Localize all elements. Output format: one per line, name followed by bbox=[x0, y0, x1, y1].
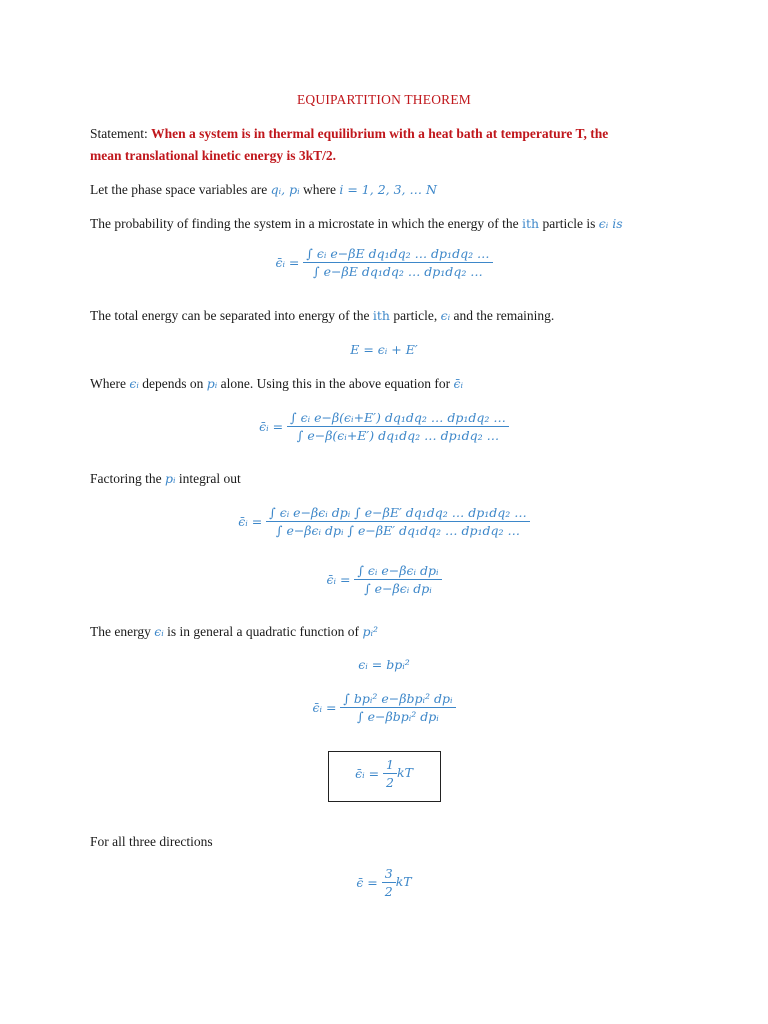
factoring-text-b: integral out bbox=[178, 471, 241, 486]
equation-7 bbox=[0, 691, 768, 724]
where-eps: ϵᵢ bbox=[129, 376, 139, 391]
statement-label: Statement: bbox=[90, 126, 148, 141]
eq5-fraction bbox=[354, 563, 441, 596]
total-energy-text-c: and the remaining. bbox=[453, 308, 555, 323]
eq1-denominator: ∫ e−βE dq₁dq₂ … dp₁dq₂ … bbox=[313, 264, 483, 279]
factoring-p: pᵢ bbox=[164, 471, 176, 486]
total-energy-eps: ϵᵢ bbox=[440, 308, 451, 323]
eq9-fraction bbox=[382, 866, 396, 899]
eq4-lhs: ϵ̄ᵢ = bbox=[238, 514, 263, 529]
factoring-text-a: Factoring the bbox=[90, 471, 162, 486]
where-line bbox=[90, 375, 463, 393]
page-title: EQUIPARTITION THEOREM bbox=[296, 92, 471, 107]
where-epsbar: ϵ̄ᵢ bbox=[453, 376, 463, 391]
phase-space-range: i = 1, 2, 3, … N bbox=[339, 182, 437, 197]
equation-9 bbox=[0, 866, 768, 899]
phase-space-line bbox=[90, 181, 437, 199]
eq5-denominator: ∫ e−βϵᵢ dpᵢ bbox=[364, 581, 432, 596]
equation-8 bbox=[0, 757, 768, 790]
eq3-lhs: ϵ̄ᵢ = bbox=[259, 419, 284, 434]
eq8-numerator: 1 bbox=[383, 757, 397, 774]
eq9-denominator: 2 bbox=[384, 884, 393, 899]
equation-2: E = ϵᵢ + E′ bbox=[350, 342, 418, 357]
equation-4 bbox=[0, 505, 768, 538]
equation-1 bbox=[0, 246, 768, 279]
eq4-denominator: ∫ e−βϵᵢ dpᵢ ∫ e−βE′ dq₁dq₂ … dp₁dq₂ … bbox=[275, 523, 521, 538]
eq4-numerator: ∫ ϵᵢ e−βϵᵢ dpᵢ ∫ e−βE′ dq₁dq₂ … dp₁dq₂ … bbox=[266, 505, 530, 522]
eq3-denominator: ∫ e−β(ϵᵢ+E′) dq₁dq₂ … dp₁dq₂ … bbox=[296, 428, 500, 443]
eq7-lhs: ϵ̄ᵢ = bbox=[312, 700, 337, 715]
eq8-fraction bbox=[383, 757, 397, 790]
statement-line-2: mean translational kinetic energy is 3kT/2. bbox=[90, 148, 336, 163]
equation-6: ϵᵢ = bpᵢ² bbox=[358, 657, 410, 672]
energy-quadratic-p2: pᵢ² bbox=[362, 624, 378, 639]
three-directions-line: For all three directions bbox=[90, 834, 213, 849]
eq3-fraction bbox=[287, 410, 509, 443]
probability-line bbox=[90, 215, 623, 233]
eq3-numerator: ∫ ϵᵢ e−β(ϵᵢ+E′) dq₁dq₂ … dp₁dq₂ … bbox=[287, 410, 509, 427]
total-energy-text-b: particle, bbox=[393, 308, 438, 323]
energy-quadratic-text-b: is in general a quadratic function of bbox=[167, 624, 360, 639]
eq7-numerator: ∫ bpᵢ² e−βbpᵢ² dpᵢ bbox=[340, 691, 455, 708]
probability-text-b: particle is bbox=[542, 216, 596, 231]
eq7-fraction bbox=[340, 691, 455, 724]
probability-text-a: The probability of finding the system in a microstate in which the energy of the bbox=[90, 216, 519, 231]
eq5-numerator: ∫ ϵᵢ e−βϵᵢ dpᵢ bbox=[354, 563, 441, 580]
energy-quadratic-text-a: The energy bbox=[90, 624, 151, 639]
equation-5 bbox=[0, 563, 768, 596]
eq5-lhs: ϵ̄ᵢ = bbox=[326, 572, 351, 587]
total-energy-ith: ith bbox=[372, 308, 390, 323]
energy-quadratic-line bbox=[90, 623, 378, 641]
eq9-lhs: ϵ̄ = bbox=[356, 875, 378, 890]
eq9-rhs: kT bbox=[395, 874, 412, 889]
eq8-lhs: ϵ̄ᵢ = bbox=[355, 766, 380, 781]
factoring-line bbox=[90, 470, 241, 488]
phase-space-where: where bbox=[303, 182, 336, 197]
phase-space-text: Let the phase space variables are bbox=[90, 182, 268, 197]
statement-line-1 bbox=[90, 125, 608, 143]
where-text-c: alone. Using this in the above equation for bbox=[220, 376, 451, 391]
eq8-rhs: kT bbox=[397, 765, 413, 780]
probability-eps: ϵᵢ is bbox=[598, 216, 623, 231]
eq1-lhs: ϵ̄ᵢ = bbox=[275, 255, 300, 270]
total-energy-text-a: The total energy can be separated into energy of the bbox=[90, 308, 370, 323]
eq8-denominator: 2 bbox=[386, 775, 394, 790]
energy-quadratic-eps: ϵᵢ bbox=[154, 624, 164, 639]
total-energy-line bbox=[90, 307, 554, 325]
equation-3 bbox=[0, 410, 768, 443]
eq1-fraction bbox=[303, 246, 492, 279]
where-text-b: depends on bbox=[142, 376, 204, 391]
eq1-numerator: ∫ ϵᵢ e−βE dq₁dq₂ … dp₁dq₂ … bbox=[303, 246, 492, 263]
eq9-numerator: 3 bbox=[382, 866, 396, 883]
probability-ith: ith bbox=[522, 216, 540, 231]
phase-space-vars: qᵢ, pᵢ bbox=[270, 182, 300, 197]
where-p: pᵢ bbox=[206, 376, 218, 391]
eq7-denominator: ∫ e−βbpᵢ² dpᵢ bbox=[357, 709, 439, 724]
statement-text-1: When a system is in thermal equilibrium with a heat bath at temperature T, the bbox=[151, 126, 609, 141]
where-text-a: Where bbox=[90, 376, 126, 391]
eq4-fraction bbox=[266, 505, 530, 538]
